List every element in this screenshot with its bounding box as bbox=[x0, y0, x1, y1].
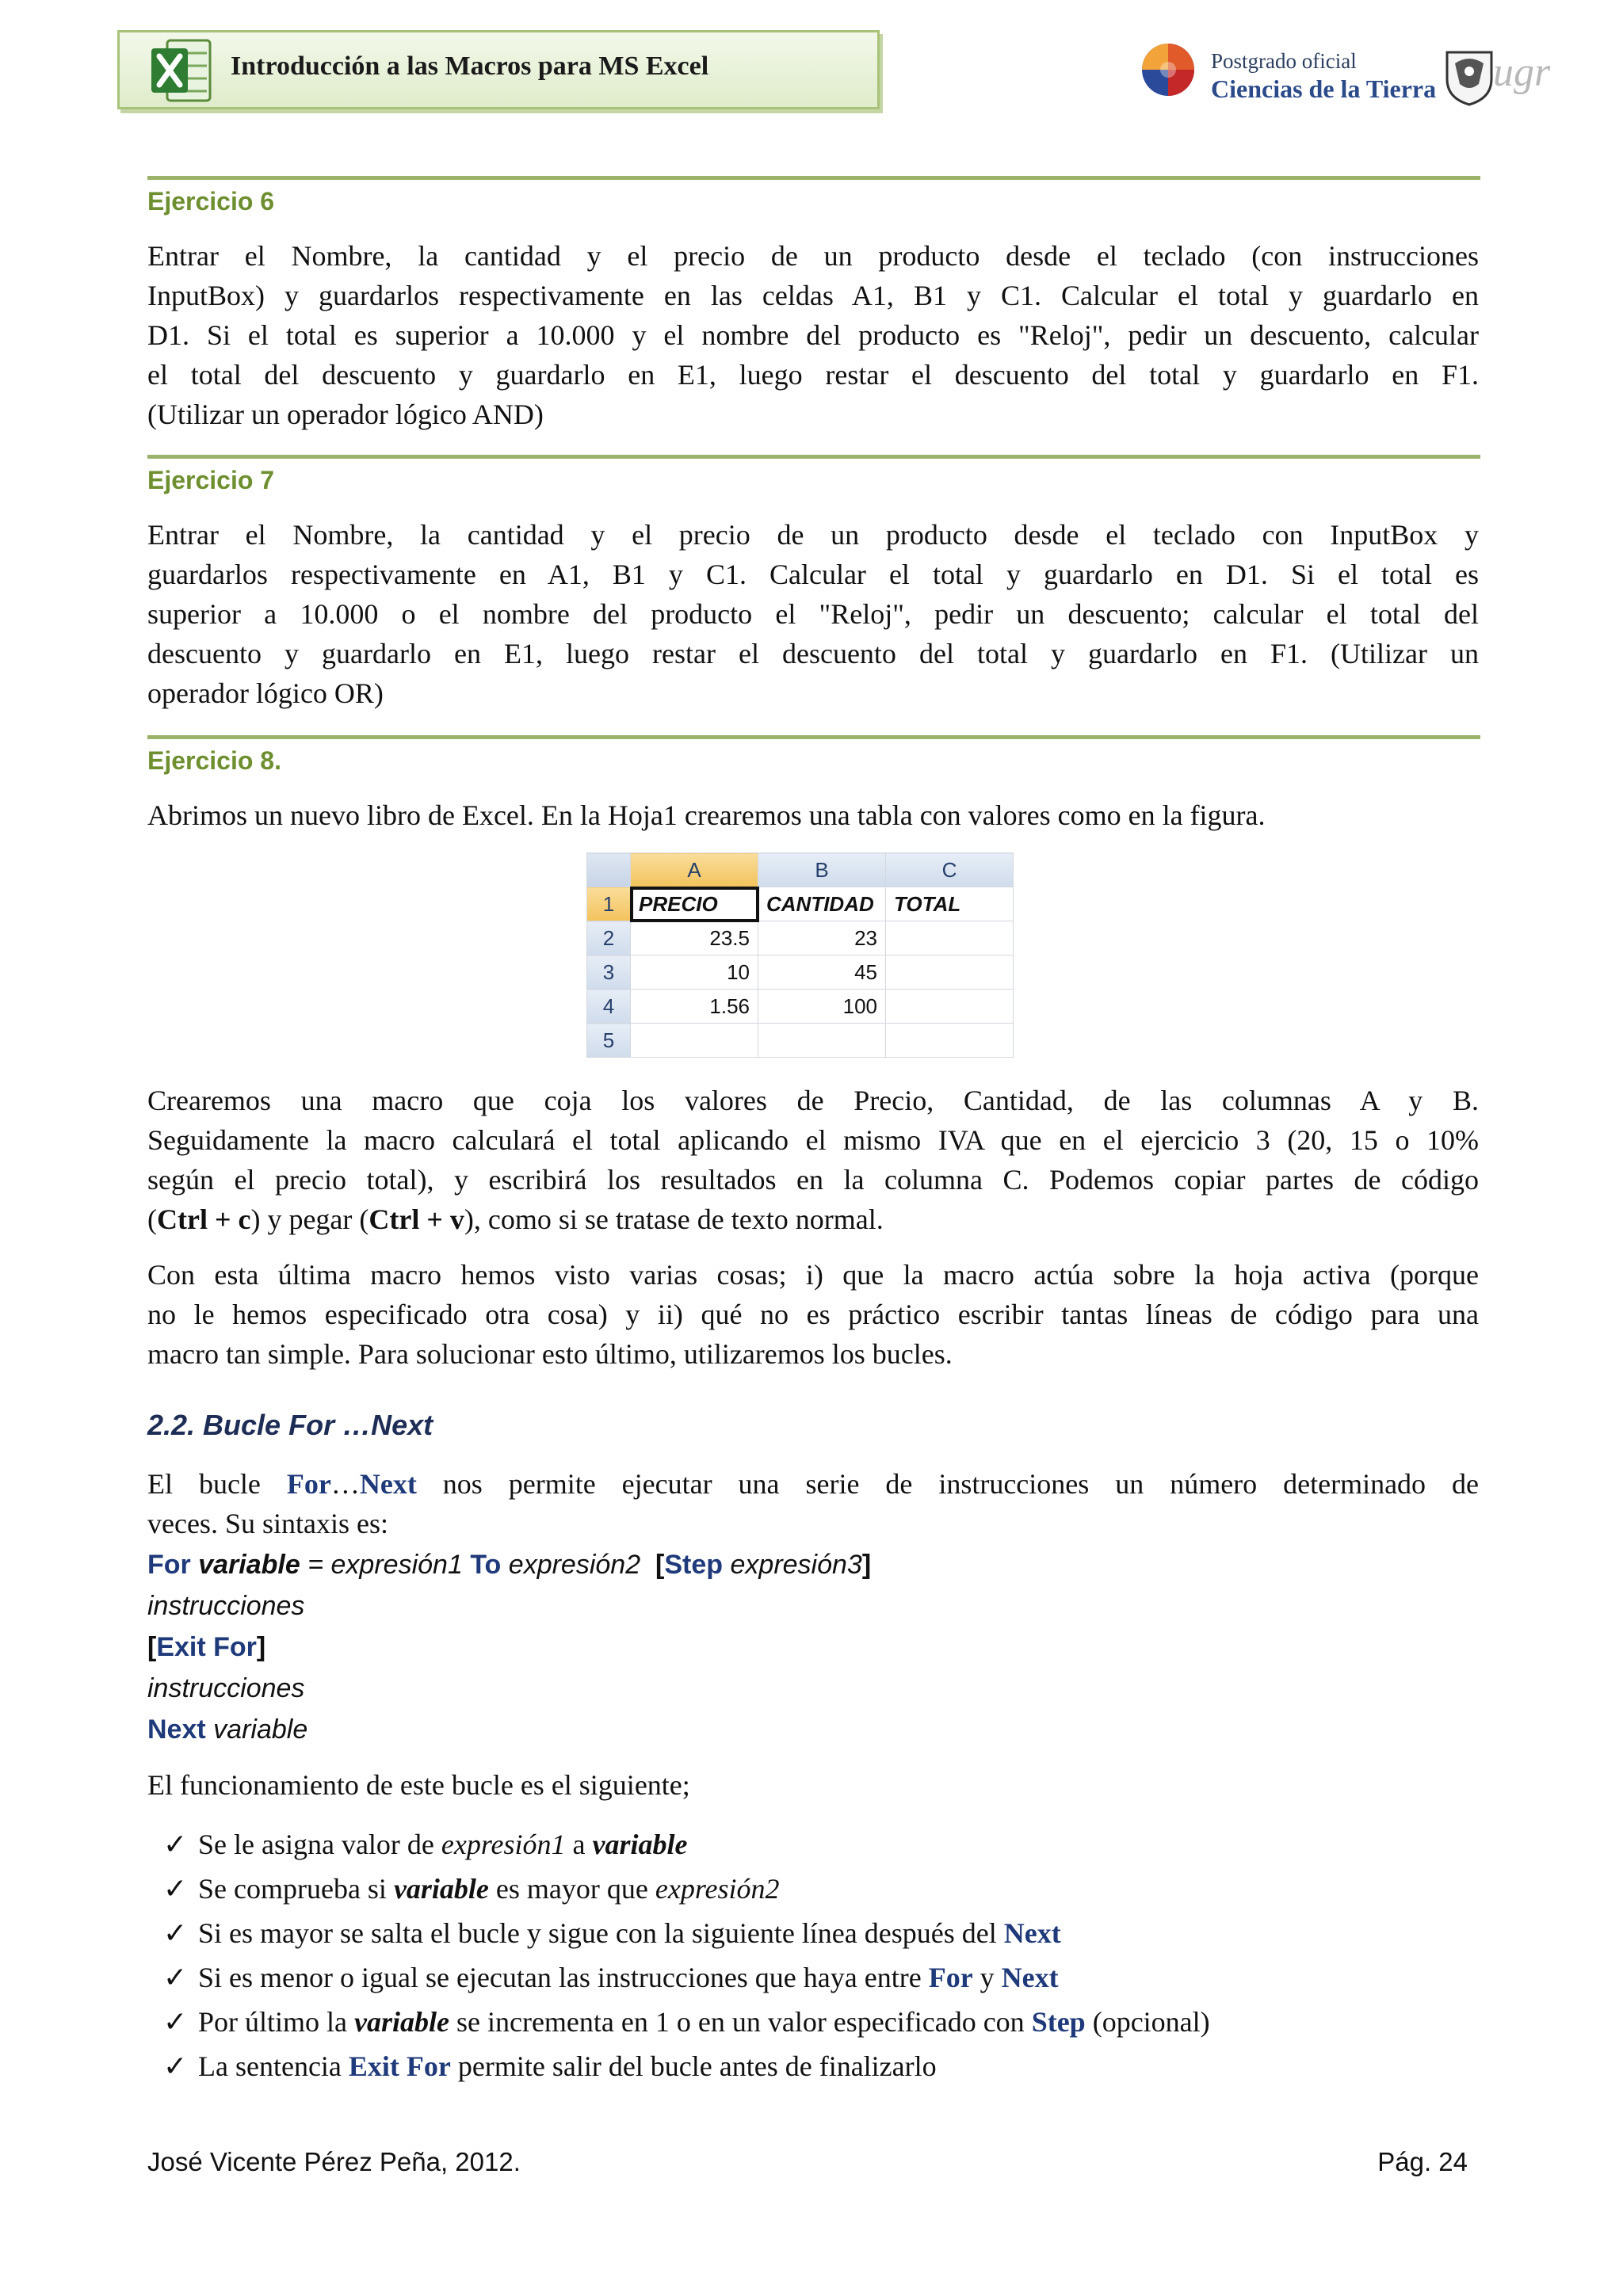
cell-b2: 23 bbox=[758, 921, 886, 955]
checkmark-icon: ✓ bbox=[163, 1873, 188, 1905]
cell-c1: TOTAL bbox=[886, 887, 1014, 921]
shortcut-copy: Ctrl + c bbox=[157, 1203, 251, 1235]
checklist-item: ✓ Si es mayor se salta el bucle y sigue con la siguiente línea después del Next bbox=[198, 1913, 1061, 1954]
excel-icon bbox=[150, 37, 213, 104]
macro-paragraph bbox=[147, 1081, 1479, 1239]
text-line: (Utilizar un operador lógico AND) bbox=[147, 399, 544, 430]
text-line: Crearemos una macro que coja los valores de Precio, Cantidad, de las columnas A y B. bbox=[147, 1085, 1479, 1116]
checklist-item: ✓ Por último la variable se incrementa en 1 o en un valor especificado con Step (opcional) bbox=[198, 2001, 1210, 2042]
row-header: 2 bbox=[587, 921, 631, 955]
text-line: descuento y guardarlo en E1, luego restar el descuento del total y guardarlo en F1. (Utilizar un bbox=[147, 638, 1479, 669]
exercise-8-heading: Ejercicio 8. bbox=[147, 746, 281, 775]
checkmark-icon: ✓ bbox=[163, 1962, 188, 1993]
text-line: InputBox) y guardarlos respectivamente en las celdas A1, B1 y C1. Calcular el total y guardarlo en bbox=[147, 280, 1479, 311]
text-line: (Ctrl + c) y pegar (Ctrl + v), como si se tratase de texto normal. bbox=[147, 1203, 884, 1235]
text-line: macro tan simple. Para solucionar esto último, utilizaremos los bucles. bbox=[147, 1338, 953, 1370]
syntax-line-exit: [Exit For] bbox=[147, 1632, 266, 1662]
text-line: Abrimos un nuevo libro de Excel. En la Hoja1 crearemos una tabla con valores como en la figura. bbox=[147, 799, 1266, 831]
checklist-item: ✓ Se le asigna valor de expresión1 a variable bbox=[198, 1824, 688, 1865]
section-divider bbox=[147, 735, 1480, 739]
text-line: superior a 10.000 o el nombre del producto el "Reloj", pedir un descuento; calcular el total del bbox=[147, 598, 1479, 630]
cell-a5 bbox=[631, 1024, 758, 1058]
document-title: Introducción a las Macros para MS Excel bbox=[231, 51, 709, 81]
ugr-logo-text: ugr bbox=[1493, 50, 1551, 95]
cell-b3: 45 bbox=[758, 955, 886, 990]
checklist-item: ✓ Se comprueba si variable es mayor que expresión2 bbox=[198, 1868, 779, 1909]
select-all-corner bbox=[587, 853, 631, 887]
ciencias-tierra-logo-icon bbox=[1140, 41, 1197, 98]
row-header: 5 bbox=[587, 1024, 631, 1058]
syntax-line-instructions: instrucciones bbox=[147, 1673, 305, 1703]
cell-a4: 1.56 bbox=[631, 990, 758, 1024]
text-line: Seguidamente la macro calculará el total aplicando el mismo IVA que en el ejercicio 3 (20, 15 o 10% bbox=[147, 1124, 1479, 1156]
exercise-7-text bbox=[147, 515, 1479, 713]
text-line: guardarlos respectivamente en A1, B1 y C1. Calcular el total y guardarlo en D1. Si el total es bbox=[147, 559, 1479, 590]
section-divider bbox=[147, 455, 1480, 459]
text-line: el total del descuento y guardarlo en E1, luego restar el descuento del total y guardarlo en F1. bbox=[147, 359, 1479, 391]
syntax-line-for: For variable = expresión1 To expresión2 [Step expresión3] bbox=[147, 1550, 872, 1580]
text-line: según el precio total), y escribirá los resultados en la columna C. Podemos copiar partes de código bbox=[147, 1164, 1479, 1196]
cell-b5 bbox=[758, 1024, 886, 1058]
conclusion-paragraph bbox=[147, 1255, 1479, 1374]
row-header: 3 bbox=[587, 955, 631, 990]
footer-author: José Vicente Pérez Peña, 2012. bbox=[147, 2147, 521, 2176]
cell-c5 bbox=[886, 1024, 1014, 1058]
exercise-6-heading: Ejercicio 6 bbox=[147, 187, 275, 215]
cell-a3: 10 bbox=[631, 955, 758, 990]
checkmark-icon: ✓ bbox=[163, 2006, 188, 2038]
row-header: 4 bbox=[587, 990, 631, 1024]
shortcut-paste: Ctrl + v bbox=[369, 1203, 464, 1235]
spreadsheet-figure bbox=[586, 852, 1014, 1058]
checkmark-icon: ✓ bbox=[163, 2050, 188, 2082]
checklist-item: ✓ Si es menor o igual se ejecutan las instrucciones que haya entre For y Next bbox=[198, 1957, 1059, 1998]
function-intro bbox=[147, 1765, 1479, 1805]
text-line: El funcionamiento de este bucle es el siguiente; bbox=[147, 1769, 690, 1801]
section-heading: 2.2. Bucle For …Next bbox=[147, 1409, 433, 1441]
for-intro-paragraph bbox=[147, 1464, 1479, 1543]
cell-a1: PRECIO bbox=[631, 887, 758, 921]
cell-c3 bbox=[886, 955, 1014, 990]
checkmark-icon: ✓ bbox=[163, 1917, 188, 1949]
keyword-for: For bbox=[286, 1468, 331, 1500]
exercise-8-intro bbox=[147, 795, 1479, 835]
text-line: Entrar el Nombre, la cantidad y el precio de un producto desde el teclado (con instrucciones bbox=[147, 240, 1479, 272]
exercise-6-text bbox=[147, 236, 1479, 434]
text-line: no le hemos especificado otra cosa) y ii) qué no es práctico escribir tantas líneas de código para una bbox=[147, 1299, 1479, 1330]
row-header: 1 bbox=[587, 887, 631, 921]
text-line: Entrar el Nombre, la cantidad y el precio de un producto desde el teclado con InputBox y bbox=[147, 519, 1479, 551]
text-line: Con esta última macro hemos visto varias cosas; i) que la macro actúa sobre la hoja activa (porque bbox=[147, 1259, 1479, 1291]
cell-c4 bbox=[886, 990, 1014, 1024]
checkmark-icon: ✓ bbox=[163, 1829, 188, 1860]
checklist-item: ✓ La sentencia Exit For permite salir del bucle antes de finalizarlo bbox=[198, 2046, 937, 2087]
university-crest-icon bbox=[1442, 48, 1496, 106]
column-header: B bbox=[758, 853, 886, 887]
keyword-next: Next bbox=[359, 1468, 417, 1500]
exercise-7-heading: Ejercicio 7 bbox=[147, 466, 275, 494]
header-banner bbox=[117, 30, 880, 109]
cell-b4: 100 bbox=[758, 990, 886, 1024]
column-header: C bbox=[886, 853, 1014, 887]
logo-subtitle: Postgrado oficial bbox=[1211, 49, 1357, 73]
text-line: El bucle For…Next nos permite ejecutar una serie de instrucciones un número determinado de bbox=[147, 1468, 1479, 1500]
column-header: A bbox=[631, 853, 758, 887]
page-number: Pág. 24 bbox=[1377, 2147, 1468, 2176]
text-line: veces. Su sintaxis es: bbox=[147, 1508, 388, 1539]
cell-c2 bbox=[886, 921, 1014, 955]
logo-title: Ciencias de la Tierra bbox=[1211, 74, 1437, 103]
cell-a2: 23.5 bbox=[631, 921, 758, 955]
section-divider bbox=[147, 176, 1480, 180]
syntax-line-next: Next variable bbox=[147, 1714, 308, 1745]
text-line: D1. Si el total es superior a 10.000 y el nombre del producto es "Reloj", pedir un descuento, calcular bbox=[147, 319, 1479, 351]
text-line: operador lógico OR) bbox=[147, 677, 384, 709]
syntax-line-instructions: instrucciones bbox=[147, 1591, 305, 1621]
cell-b1: CANTIDAD bbox=[758, 887, 886, 921]
